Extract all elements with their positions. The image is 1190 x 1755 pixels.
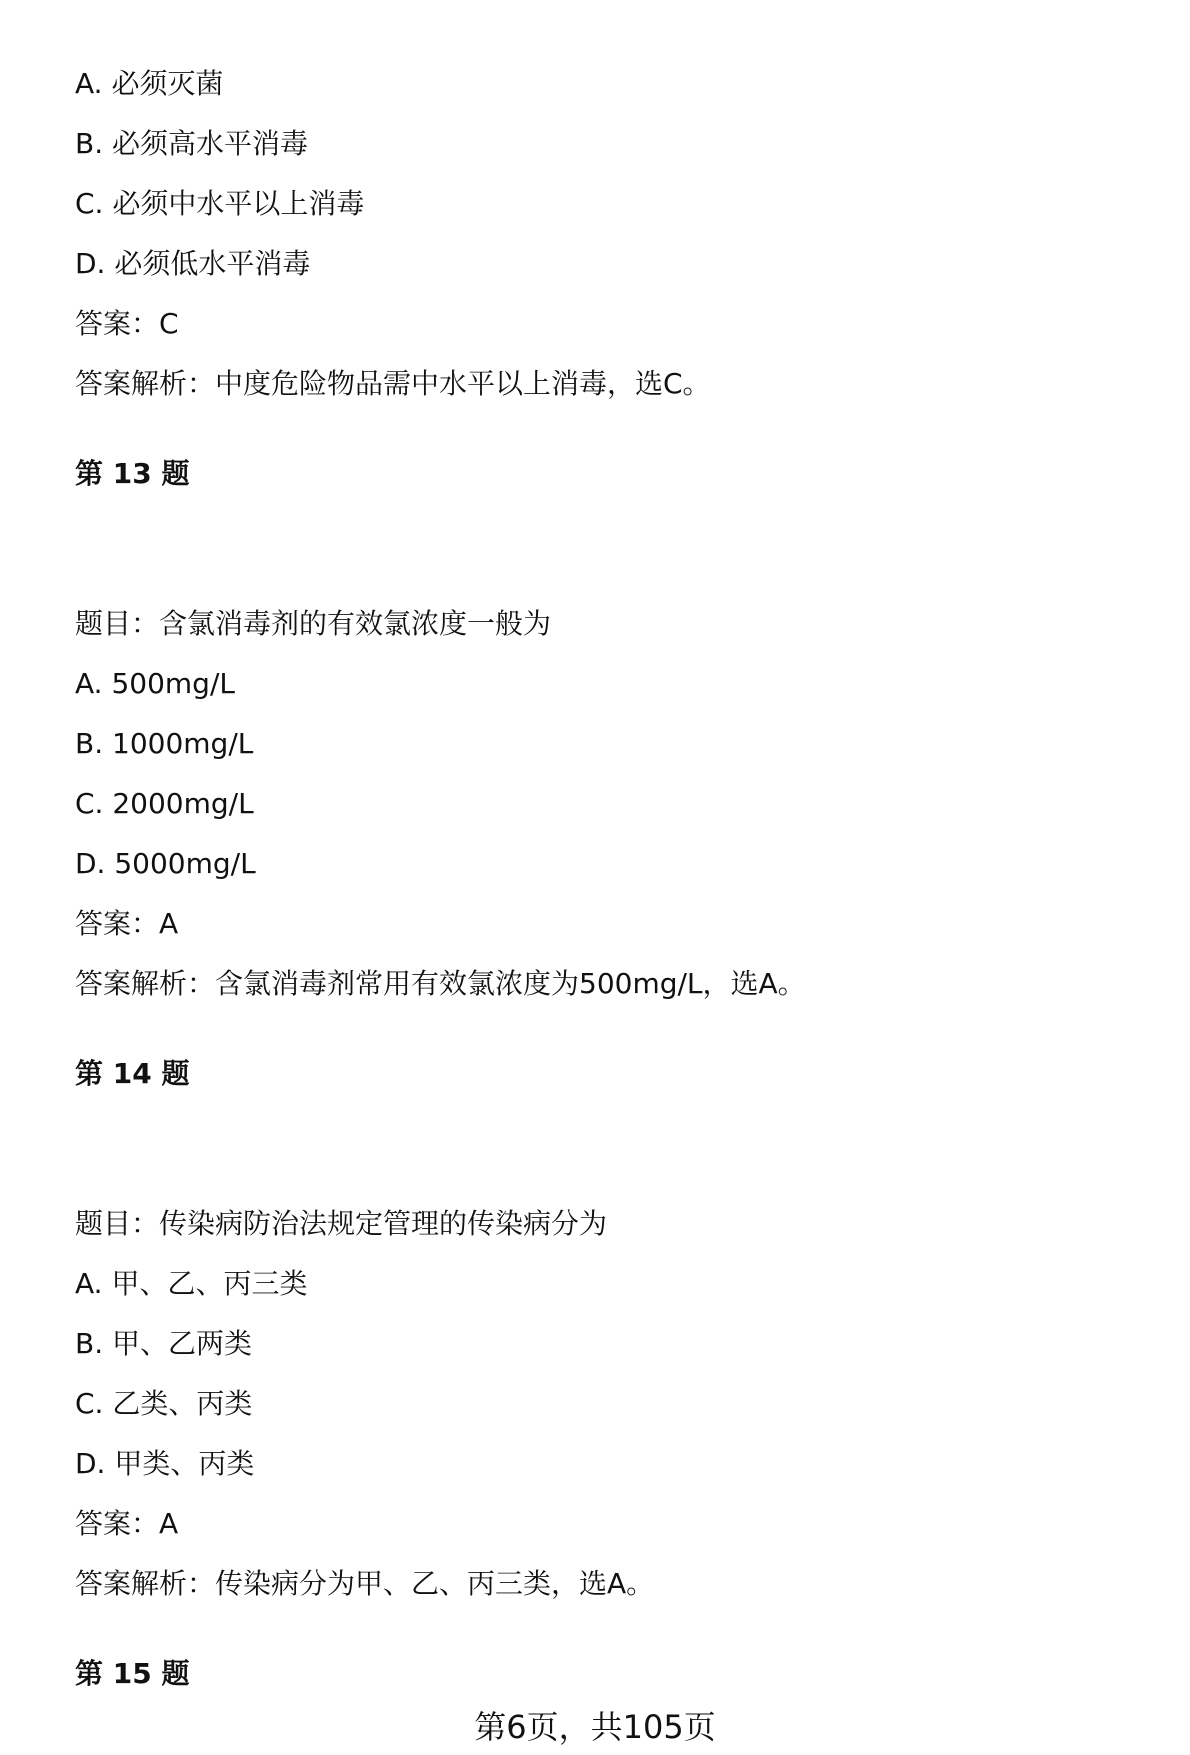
q14-analysis: 答案解析：传染病分为甲、乙、丙三类，选A。 — [75, 1567, 655, 1600]
q13-option-a: A. 500mg/L — [75, 667, 235, 700]
q13-answer: 答案：A — [75, 907, 179, 940]
q13-option-d: D. 5000mg/L — [75, 847, 256, 880]
q14-heading: 第 14 题 — [75, 1057, 190, 1090]
q12-option-b: B. 必须高水平消毒 — [75, 127, 309, 160]
q14-answer: 答案：A — [75, 1507, 179, 1540]
q13-stem: 题目：含氯消毒剂的有效氯浓度一般为 — [75, 607, 552, 640]
q15-heading: 第 15 题 — [75, 1657, 190, 1690]
page-number-footer: 第6页，共105页 — [474, 1708, 716, 1746]
q13-heading: 第 13 题 — [75, 457, 190, 490]
q12-answer: 答案：C — [75, 307, 179, 340]
q12-option-d: D. 必须低水平消毒 — [75, 247, 311, 280]
q12-option-c: C. 必须中水平以上消毒 — [75, 187, 365, 220]
q12-option-a: A. 必须灭菌 — [75, 67, 224, 100]
q13-option-b: B. 1000mg/L — [75, 727, 254, 760]
q13-option-c: C. 2000mg/L — [75, 787, 254, 820]
q14-option-d: D. 甲类、丙类 — [75, 1447, 255, 1480]
q13-analysis: 答案解析：含氯消毒剂常用有效氯浓度为500mg/L，选A。 — [75, 967, 806, 1000]
q12-analysis: 答案解析：中度危险物品需中水平以上消毒，选C。 — [75, 367, 711, 400]
q14-stem: 题目：传染病防治法规定管理的传染病分为 — [75, 1207, 608, 1240]
q14-option-a: A. 甲、乙、丙三类 — [75, 1267, 308, 1300]
q14-option-c: C. 乙类、丙类 — [75, 1387, 253, 1420]
q14-option-b: B. 甲、乙两类 — [75, 1327, 253, 1360]
